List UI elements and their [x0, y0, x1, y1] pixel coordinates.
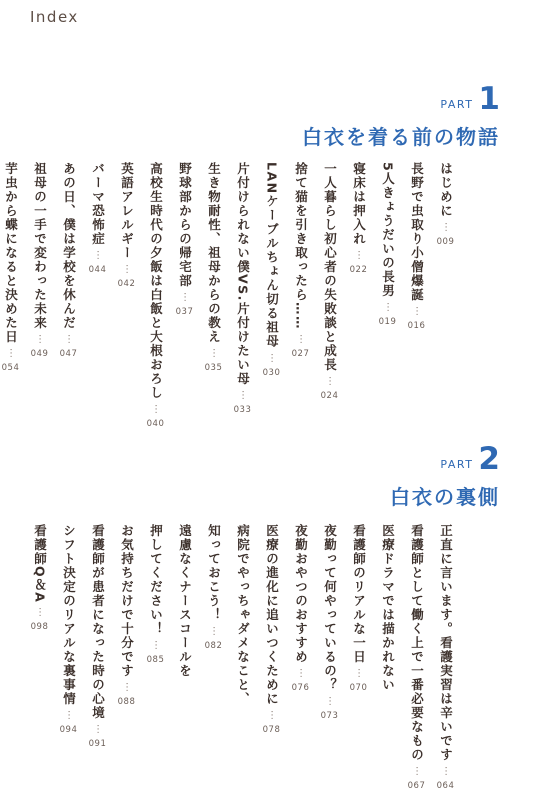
toc-entry-page: 022	[349, 265, 368, 275]
toc-entry-title: 看護師として働く上で一番必要なもの	[409, 524, 425, 762]
toc-entry[interactable]	[203, 524, 224, 791]
toc-entry[interactable]	[261, 524, 282, 791]
toc-leader-dots: ⋯	[63, 334, 74, 345]
toc-leader-dots: ⋯	[92, 724, 103, 735]
toc-entry-title: 病院でやっちゃダメなこと、	[235, 524, 251, 706]
toc-entry-page: 016	[407, 321, 426, 331]
toc-entry[interactable]	[116, 162, 137, 429]
toc-entry-page: 037	[175, 307, 194, 317]
toc-entry[interactable]	[0, 162, 21, 429]
toc-entry-title: 英語アレルギー	[119, 162, 135, 260]
toc-entry-title: 看護師のリアルな一日	[351, 524, 367, 664]
toc-entry[interactable]	[348, 162, 369, 429]
toc-entry[interactable]	[58, 162, 79, 429]
toc-entry-page: 070	[349, 683, 368, 693]
toc-entry[interactable]	[261, 162, 282, 429]
toc-entry[interactable]	[377, 162, 398, 429]
toc-entry-page: 088	[117, 697, 136, 707]
toc-entry-title: 看護師が患者になった時の心境	[90, 524, 106, 720]
part2-number: 2	[478, 441, 500, 477]
part1-label: PART	[440, 98, 474, 111]
toc-entry[interactable]	[145, 524, 166, 791]
toc-entry-title: バーマ恐怖症	[90, 162, 106, 246]
toc-leader-dots: ⋯	[295, 668, 306, 679]
toc-entry-title: 祖母の一手で変わった未来	[32, 162, 48, 330]
toc-leader-dots: ⋯	[150, 640, 161, 651]
toc-leader-dots: ⋯	[92, 250, 103, 261]
toc-entry-title: 看護師Q＆A	[32, 524, 48, 604]
toc-entry[interactable]	[377, 524, 398, 791]
toc-leader-dots: ⋯	[411, 306, 422, 317]
toc-entry[interactable]	[87, 524, 108, 791]
toc-entry-page: 054	[1, 363, 20, 373]
toc-leader-dots: ⋯	[5, 348, 16, 359]
toc-entry-title: 高校生時代の夕飯は白飯と大根おろし	[148, 162, 164, 400]
toc-entry-page: 078	[262, 725, 281, 735]
toc-entry[interactable]	[290, 524, 311, 791]
toc-leader-dots: ⋯	[121, 264, 132, 275]
toc-entry-title: あの日、僕は学校を休んだ	[61, 162, 77, 330]
toc-entry-page: 064	[436, 781, 455, 791]
part2-title: 白衣の裏側	[390, 485, 500, 509]
toc-entry-title: 押してください！	[148, 524, 164, 636]
toc-entry[interactable]	[406, 524, 427, 791]
toc-entry-title: 寝床は押入れ	[351, 162, 367, 246]
toc-entry-title: 芋虫から蝶になると決めた日	[3, 162, 19, 344]
toc-entry[interactable]	[232, 524, 253, 791]
toc-entry-page: 047	[59, 349, 78, 359]
toc-leader-dots: ⋯	[440, 222, 451, 233]
part1-title: 白衣を着る前の物語	[302, 125, 500, 149]
toc-entry-page: 009	[436, 237, 455, 247]
toc-entry-title: 遠慮なくナースコールを	[177, 524, 193, 678]
toc-entry-title: 知っておこう！	[206, 524, 222, 622]
toc-entry[interactable]	[406, 162, 427, 429]
toc-entry[interactable]	[319, 524, 340, 791]
toc-entry-page: 085	[146, 655, 165, 665]
toc-entry-page: 033	[233, 404, 252, 415]
part2-heading	[390, 441, 500, 510]
toc-entry[interactable]	[116, 524, 137, 791]
toc-entry[interactable]	[145, 162, 166, 429]
toc-entry-title: はじめに	[438, 162, 454, 218]
toc-leader-dots: ⋯	[34, 607, 45, 619]
toc-leader-dots: ⋯	[179, 292, 190, 303]
toc-entry-title: 野球部からの帰宅部	[177, 162, 193, 288]
toc-leader-dots: ⋯	[237, 389, 248, 401]
toc-entry-title: LANケーブルちょん切る祖母	[264, 162, 280, 349]
toc-entry-title: 長野で虫取り小僧爆誕	[409, 162, 425, 302]
toc-entry[interactable]	[232, 162, 253, 429]
toc-entry-title: 医療の進化に追いつくために	[264, 524, 280, 706]
toc-entry-title: 生き物耐性、祖母からの教え	[206, 162, 222, 344]
part1-toc	[0, 162, 456, 429]
toc-entry-page: 049	[30, 349, 49, 359]
toc-leader-dots: ⋯	[208, 626, 219, 637]
toc-entry-page: 082	[204, 641, 223, 651]
toc-entry-page: 027	[291, 349, 310, 359]
toc-entry[interactable]	[319, 162, 340, 429]
toc-entry-page: 091	[88, 739, 107, 749]
toc-entry[interactable]	[435, 162, 456, 429]
index-label: Index	[30, 8, 79, 26]
toc-leader-dots: ⋯	[411, 766, 422, 777]
toc-entry-title: 5人きょうだいの長男	[380, 162, 396, 299]
toc-entry-page: 042	[117, 279, 136, 289]
toc-leader-dots: ⋯	[440, 766, 451, 777]
toc-leader-dots: ⋯	[63, 710, 74, 721]
toc-entry[interactable]	[87, 162, 108, 429]
part1-number: 1	[478, 81, 500, 117]
toc-entry[interactable]	[174, 524, 195, 791]
toc-leader-dots: ⋯	[34, 334, 45, 345]
toc-entry[interactable]	[203, 162, 224, 429]
toc-entry-page: 044	[88, 265, 107, 275]
part1-heading	[302, 81, 500, 150]
toc-entry[interactable]	[348, 524, 369, 791]
toc-entry-page: 030	[262, 367, 281, 378]
toc-entry-page: 035	[204, 363, 223, 373]
toc-leader-dots: ⋯	[295, 334, 306, 345]
toc-entry-title: お気持ちだけで十分です	[119, 524, 135, 678]
toc-entry-title: 夜勤おやつのおすすめ	[293, 524, 309, 664]
toc-entry-page: 098	[30, 622, 49, 633]
toc-entry-title: シフト決定のリアルな裏事情	[61, 524, 77, 706]
toc-entry[interactable]	[174, 162, 195, 429]
toc-entry-title: 医療ドラマでは描かれない	[380, 524, 396, 692]
toc-leader-dots: ⋯	[266, 352, 277, 364]
toc-entry[interactable]	[290, 162, 311, 429]
toc-entry[interactable]	[58, 524, 79, 791]
toc-entry-title: 片付けられない僕VS.片付けたい母	[235, 162, 251, 386]
toc-entry-page: 040	[146, 419, 165, 429]
toc-entry-title: 一人暮らし初心者の失敗談と成長	[322, 162, 338, 372]
toc-entry-page: 076	[291, 683, 310, 693]
toc-entry[interactable]	[29, 524, 50, 791]
toc-entry-page: 094	[59, 725, 78, 735]
toc-entry-page: 073	[320, 711, 339, 721]
toc-entry-page: 024	[320, 391, 339, 401]
toc-entry-title: 夜勤って何やっているの？	[322, 524, 338, 692]
toc-leader-dots: ⋯	[266, 710, 277, 721]
part2-label: PART	[440, 458, 474, 471]
toc-entry[interactable]	[29, 162, 50, 429]
toc-leader-dots: ⋯	[353, 668, 364, 679]
toc-leader-dots: ⋯	[150, 404, 161, 415]
toc-leader-dots: ⋯	[208, 348, 219, 359]
part2-toc	[21, 524, 456, 791]
toc-entry-title: 捨て猫を引き取ったら……	[293, 162, 309, 330]
toc-leader-dots: ⋯	[324, 376, 335, 387]
toc-entry[interactable]	[435, 524, 456, 791]
toc-leader-dots: ⋯	[121, 682, 132, 693]
toc-entry-page: 067	[407, 781, 426, 791]
toc-leader-dots: ⋯	[353, 250, 364, 261]
toc-leader-dots: ⋯	[324, 696, 335, 707]
toc-leader-dots: ⋯	[382, 302, 393, 314]
toc-entry-title: 正直に言います。看護実習は辛いです	[438, 524, 454, 762]
toc-entry-page: 019	[378, 317, 397, 328]
